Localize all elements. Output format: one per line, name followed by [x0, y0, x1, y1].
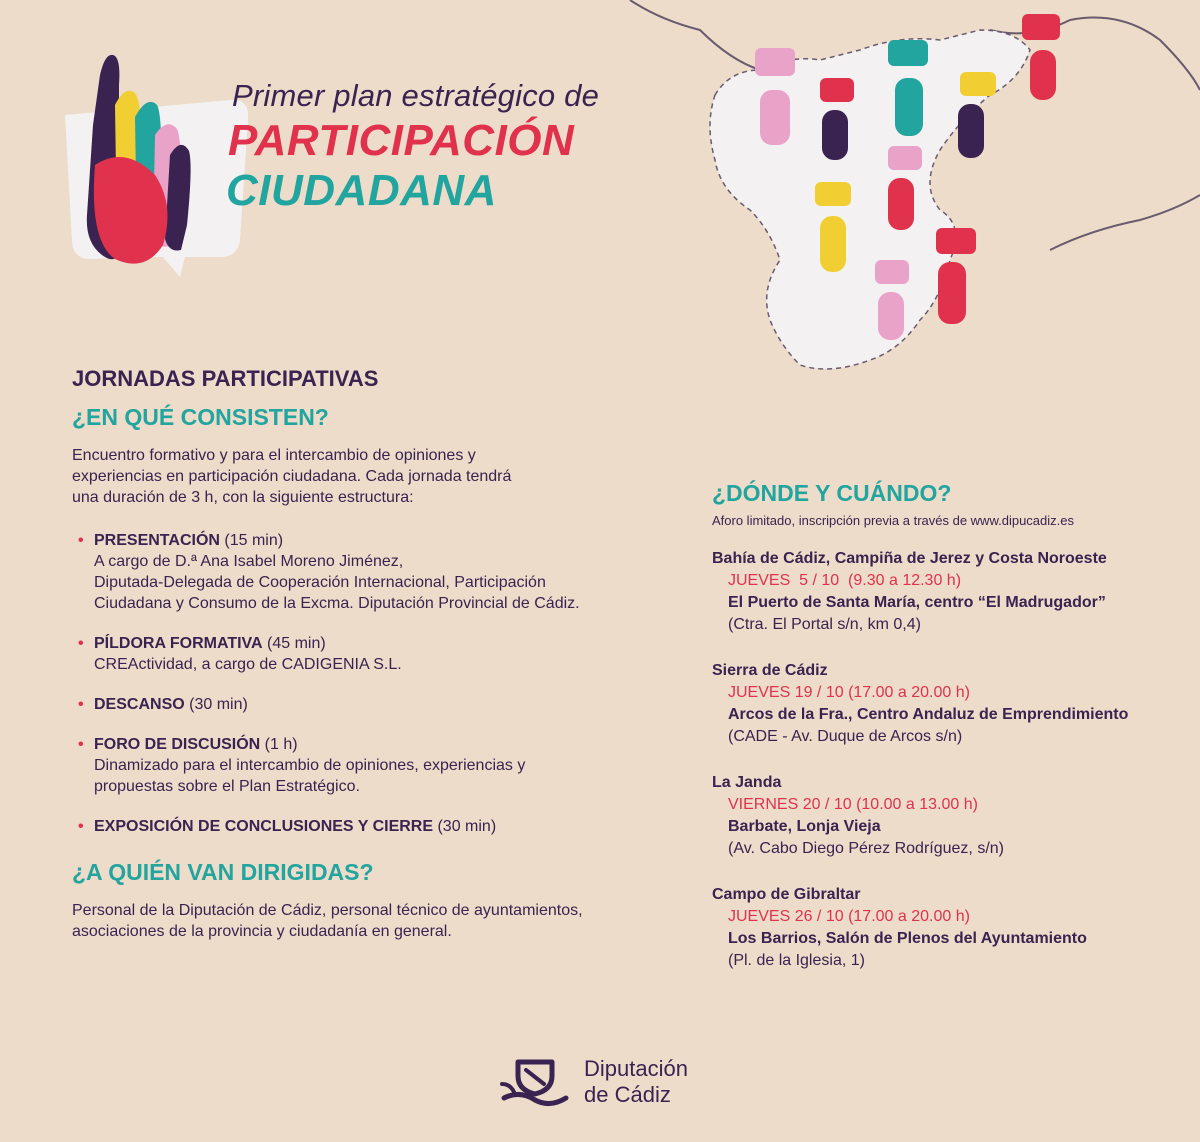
- agenda-item-duration: (45 min): [262, 635, 326, 652]
- venue-place: El Puerto de Santa María, centro “El Madrugador”: [728, 594, 1106, 611]
- venue-date: JUEVES 5 / 10 (9.30 a 12.30 h): [728, 572, 962, 589]
- agenda-item-title: PÍLDORA FORMATIVA: [94, 635, 263, 652]
- agenda-item-duration: (30 min): [184, 696, 248, 713]
- left-column: [72, 366, 672, 942]
- venue-block: [712, 772, 1182, 860]
- agenda-item-title: EXPOSICIÓN DE CONCLUSIONES Y CIERRE: [94, 818, 434, 835]
- agenda-item-duration: (30 min): [433, 818, 497, 835]
- venue-address: (CADE - Av. Duque de Arcos s/n): [728, 728, 963, 745]
- agenda-item-title: DESCANSO: [94, 696, 185, 713]
- agenda-item: [72, 694, 672, 715]
- venue-area: La Janda: [712, 774, 782, 791]
- venue-address: (Av. Cabo Diego Pérez Rodríguez, s/n): [728, 840, 1004, 857]
- plan-subtitle: Primer plan estratégico de: [232, 78, 600, 113]
- agenda-item: [72, 816, 672, 837]
- bullet-dot: •: [78, 736, 84, 753]
- agenda-item-duration: (1 h): [260, 736, 298, 753]
- jornadas-heading: JORNADAS PARTICIPATIVAS: [72, 366, 379, 391]
- venue-area: Campo de Gibraltar: [712, 886, 861, 903]
- where-when-heading: ¿DÓNDE Y CUÁNDO?: [712, 480, 952, 506]
- venue-date: VIERNES 20 / 10 (10.00 a 13.00 h): [728, 796, 978, 813]
- agenda-item-duration: (15 min): [219, 532, 284, 549]
- what-heading: ¿EN QUÉ CONSISTEN?: [72, 404, 329, 430]
- diputacion-line-2: de Cádiz: [584, 1082, 671, 1107]
- bullet-dot: •: [78, 818, 84, 835]
- venue-block: [712, 884, 1182, 972]
- venue-place: Arcos de la Fra., Centro Andaluz de Emprendimiento: [728, 706, 1129, 723]
- agenda-item-title: FORO DE DISCUSIÓN: [94, 736, 261, 753]
- agenda-list: [72, 530, 672, 837]
- bullet-dot: •: [78, 696, 84, 713]
- bullet-dot: •: [78, 532, 84, 549]
- diputacion-line-1: Diputación: [584, 1056, 688, 1081]
- diputacion-logo-icon: [500, 1054, 570, 1110]
- diputacion-name: [584, 1056, 688, 1108]
- venue-area: Sierra de Cádiz: [712, 662, 828, 679]
- agenda-item: [72, 530, 672, 614]
- right-column: [712, 480, 1182, 972]
- venue-address: (Ctra. El Portal s/n, km 0,4): [728, 616, 921, 633]
- venue-block: [712, 660, 1182, 748]
- bullet-dot: •: [78, 635, 84, 652]
- venue-date: JUEVES 26 / 10 (17.00 a 20.00 h): [728, 908, 970, 925]
- agenda-item-title: PRESENTACIÓN: [94, 532, 220, 549]
- venue-block: [712, 548, 1182, 636]
- diputacion-logo: [500, 1054, 720, 1114]
- venue-place: Los Barrios, Salón de Plenos del Ayuntamiento: [728, 930, 1087, 947]
- venue-date: JUEVES 19 / 10 (17.00 a 20.00 h): [728, 684, 970, 701]
- what-description: Encuentro formativo y para el intercambio de opiniones y experiencias en participación ciudadana. Cada jornada tendrá una duración de 3 h, con la siguiente estructura:: [72, 447, 512, 506]
- title-participacion: PARTICIPACIÓN: [228, 116, 575, 165]
- title-ciudadana: CIUDADANA: [226, 166, 497, 215]
- registration-note: Aforo limitado, inscripción previa a través de www.dipucadiz.es: [712, 513, 1075, 528]
- agenda-item-desc: Dinamizado para el intercambio de opiniones, experiencias y propuestas sobre el Plan Estratégico.: [94, 757, 526, 795]
- agenda-item: [72, 633, 672, 675]
- agenda-item-desc: A cargo de D.ª Ana Isabel Moreno Jiménez, Diputada-Delegada de Cooperación Internacional, Participación Ciudadana y Consumo de la Excma. Diputación Provincial de Cádiz.: [94, 553, 580, 612]
- venue-place: Barbate, Lonja Vieja: [728, 818, 881, 835]
- cadiz-map-illustration: [620, 0, 1200, 400]
- agenda-item-desc: CREActividad, a cargo de CADIGENIA S.L.: [94, 656, 402, 673]
- venue-address: (Pl. de la Iglesia, 1): [728, 952, 865, 969]
- agenda-item: [72, 734, 672, 797]
- venue-area: Bahía de Cádiz, Campiña de Jerez y Costa Noroeste: [712, 550, 1107, 567]
- who-description: Personal de la Diputación de Cádiz, personal técnico de ayuntamientos, asociaciones de la provincia y ciudadanía en general.: [72, 902, 583, 940]
- who-heading: ¿A QUIÉN VAN DIRIGIDAS?: [72, 859, 374, 885]
